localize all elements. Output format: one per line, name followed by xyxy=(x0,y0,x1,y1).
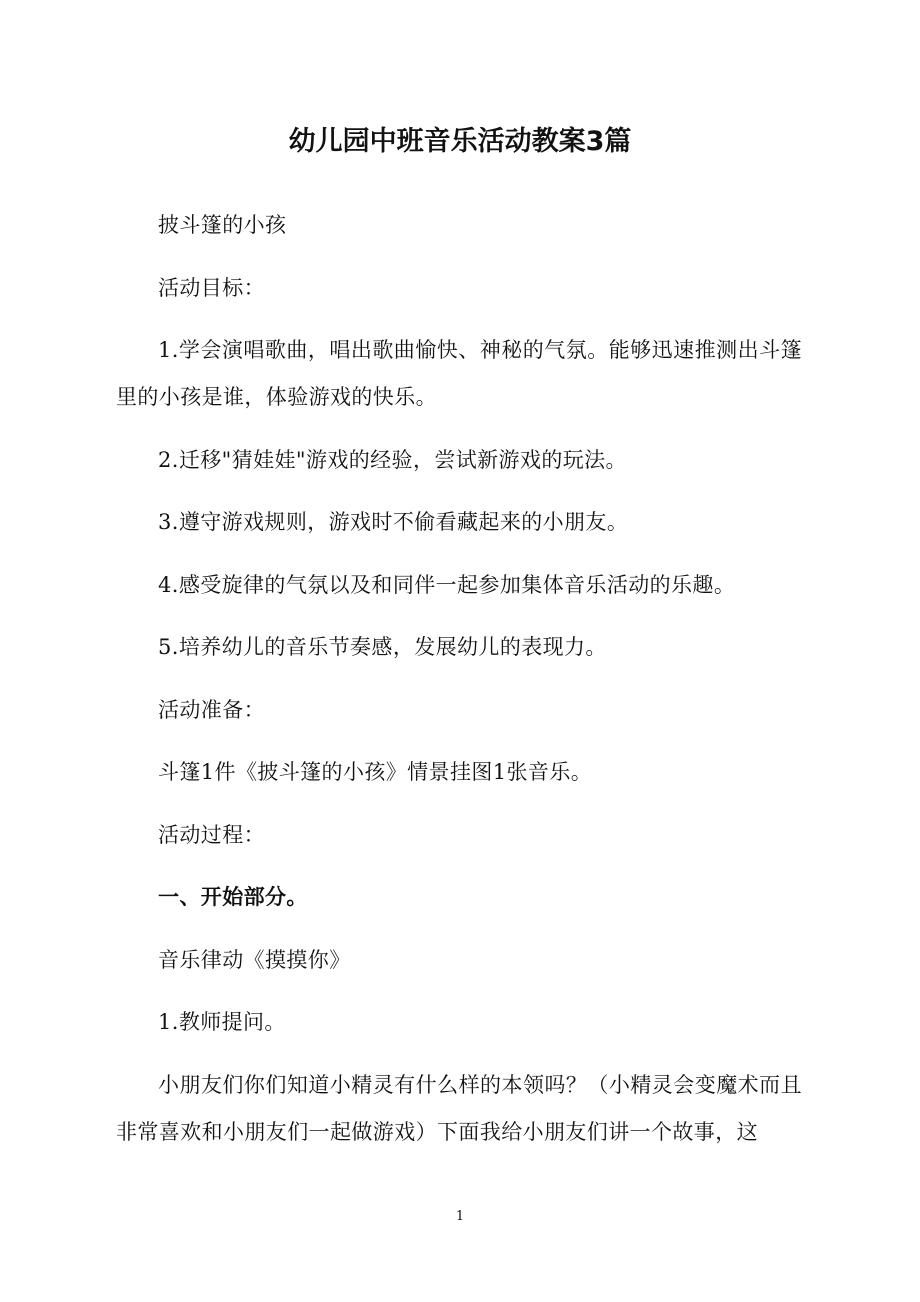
section-heading: 活动目标： xyxy=(158,275,265,300)
section-heading: 活动准备： xyxy=(158,697,265,722)
section-heading: 活动过程： xyxy=(158,822,265,847)
list-item: 2.迁移"猜娃娃"游戏的经验，尝试新游戏的玩法。 xyxy=(158,447,627,472)
list-item: 1.教师提问。 xyxy=(158,1010,286,1034)
list-item: 4.感受旋律的气氛以及和同伴一起参加集体音乐活动的乐趣。 xyxy=(158,572,736,597)
paragraph: 披斗篷的小孩 xyxy=(158,213,287,237)
paragraph: 音乐律动《摸摸你》 xyxy=(158,947,351,972)
list-item: 1.学会演唱歌曲，唱出歌曲愉快、神秘的气氛。能够迅速推测出斗篷里的小孩是谁，体验游戏的快乐。 xyxy=(116,338,802,409)
list-item: 5.培养幼儿的音乐节奏感，发展幼儿的表现力。 xyxy=(158,635,607,659)
bold-heading: 一、开始部分。 xyxy=(158,885,308,909)
page-number: 1 xyxy=(455,1209,465,1224)
paragraph: 小朋友们你们知道小精灵有什么样的本领吗？（小精灵会变魔术而且非常喜欢和小朋友们一起做游戏）下面我给小朋友们讲一个故事，这 xyxy=(116,1072,802,1144)
list-item: 3.遵守游戏规则，游戏时不偷看藏起来的小朋友。 xyxy=(158,510,629,534)
paragraph: 斗篷1件《披斗篷的小孩》情景挂图1张音乐。 xyxy=(158,760,593,784)
document-title: 幼儿园中班音乐活动教案3篇 xyxy=(288,126,632,157)
document-body xyxy=(116,202,802,1171)
